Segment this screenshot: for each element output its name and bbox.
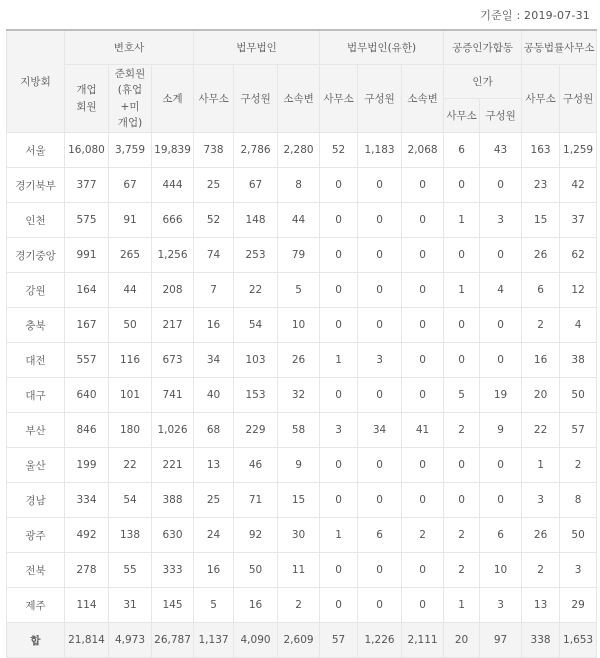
value-cell: 6 <box>358 518 402 553</box>
header-approval: 인가 <box>444 65 522 99</box>
value-cell: 0 <box>320 273 358 308</box>
value-cell: 0 <box>402 273 444 308</box>
value-cell: 221 <box>152 448 194 483</box>
header-ltd-member: 구성원 <box>358 65 402 133</box>
value-cell: 0 <box>320 448 358 483</box>
value-cell: 44 <box>109 273 152 308</box>
value-cell: 10 <box>480 553 522 588</box>
value-cell: 278 <box>65 553 109 588</box>
value-cell: 0 <box>402 448 444 483</box>
value-cell: 16 <box>194 308 234 343</box>
header-subtotal: 소계 <box>152 65 194 133</box>
value-cell: 492 <box>65 518 109 553</box>
region-cell: 경기중앙 <box>7 238 65 273</box>
value-cell: 5 <box>194 588 234 623</box>
value-cell: 57 <box>560 413 597 448</box>
value-cell: 1 <box>444 588 480 623</box>
value-cell: 163 <box>522 133 560 168</box>
value-cell: 52 <box>194 203 234 238</box>
total-value-cell: 1,653 <box>560 623 597 658</box>
value-cell: 180 <box>109 413 152 448</box>
value-cell: 2 <box>444 553 480 588</box>
value-cell: 846 <box>65 413 109 448</box>
value-cell: 0 <box>480 448 522 483</box>
total-value-cell: 57 <box>320 623 358 658</box>
value-cell: 2,786 <box>234 133 278 168</box>
table-row <box>7 203 597 238</box>
region-cell: 대구 <box>7 378 65 413</box>
value-cell: 0 <box>320 308 358 343</box>
value-cell: 2 <box>522 553 560 588</box>
total-value-cell: 4,090 <box>234 623 278 658</box>
value-cell: 1 <box>320 343 358 378</box>
total-value-cell: 338 <box>522 623 560 658</box>
total-value-cell: 21,814 <box>65 623 109 658</box>
value-cell: 42 <box>560 168 597 203</box>
value-cell: 22 <box>234 273 278 308</box>
value-cell: 26 <box>278 343 320 378</box>
value-cell: 26 <box>522 238 560 273</box>
header-law-firm-ltd: 법무법인(유한) <box>320 30 444 65</box>
header-joint-office-member: 구성원 <box>560 65 597 133</box>
value-cell: 9 <box>480 413 522 448</box>
region-cell: 서울 <box>7 133 65 168</box>
value-cell: 54 <box>234 308 278 343</box>
value-cell: 13 <box>194 448 234 483</box>
value-cell: 164 <box>65 273 109 308</box>
value-cell: 50 <box>109 308 152 343</box>
table-row <box>7 168 597 203</box>
value-cell: 16 <box>522 343 560 378</box>
value-cell: 7 <box>194 273 234 308</box>
region-cell: 충북 <box>7 308 65 343</box>
header-joint-office-office: 사무소 <box>522 65 560 133</box>
value-cell: 2 <box>560 448 597 483</box>
value-cell: 333 <box>152 553 194 588</box>
value-cell: 52 <box>320 133 358 168</box>
total-value-cell: 26,787 <box>152 623 194 658</box>
value-cell: 630 <box>152 518 194 553</box>
value-cell: 71 <box>234 483 278 518</box>
value-cell: 19,839 <box>152 133 194 168</box>
value-cell: 0 <box>320 203 358 238</box>
header-lawyers: 변호사 <box>65 30 194 65</box>
value-cell: 640 <box>65 378 109 413</box>
table-row <box>7 343 597 378</box>
header-assoc-line3: 개업) <box>117 116 143 129</box>
value-cell: 37 <box>560 203 597 238</box>
value-cell: 0 <box>402 588 444 623</box>
value-cell: 167 <box>65 308 109 343</box>
value-cell: 229 <box>234 413 278 448</box>
value-cell: 13 <box>522 588 560 623</box>
value-cell: 0 <box>444 343 480 378</box>
value-cell: 0 <box>402 203 444 238</box>
value-cell: 666 <box>152 203 194 238</box>
header-open-member-line1: 개업 <box>76 84 97 97</box>
value-cell: 253 <box>234 238 278 273</box>
value-cell: 0 <box>444 448 480 483</box>
value-cell: 0 <box>402 553 444 588</box>
value-cell: 2 <box>444 413 480 448</box>
value-cell: 16 <box>234 588 278 623</box>
value-cell: 0 <box>402 378 444 413</box>
value-cell: 0 <box>320 238 358 273</box>
value-cell: 377 <box>65 168 109 203</box>
value-cell: 20 <box>522 378 560 413</box>
value-cell: 25 <box>194 483 234 518</box>
value-cell: 1 <box>320 518 358 553</box>
value-cell: 0 <box>480 238 522 273</box>
header-law-firm: 법무법인 <box>194 30 320 65</box>
value-cell: 24 <box>194 518 234 553</box>
header-associate-member <box>109 65 152 133</box>
value-cell: 5 <box>278 273 320 308</box>
header-ltd-office: 사무소 <box>320 65 358 133</box>
value-cell: 10 <box>278 308 320 343</box>
value-cell: 16 <box>194 553 234 588</box>
value-cell: 6 <box>444 133 480 168</box>
table-row <box>7 238 597 273</box>
value-cell: 3 <box>358 343 402 378</box>
value-cell: 67 <box>109 168 152 203</box>
value-cell: 557 <box>65 343 109 378</box>
table-row <box>7 378 597 413</box>
value-cell: 4 <box>480 273 522 308</box>
value-cell: 22 <box>522 413 560 448</box>
value-cell: 0 <box>358 553 402 588</box>
value-cell: 0 <box>444 168 480 203</box>
value-cell: 32 <box>278 378 320 413</box>
value-cell: 1,256 <box>152 238 194 273</box>
value-cell: 0 <box>444 483 480 518</box>
header-open-member <box>65 65 109 133</box>
table-row <box>7 588 597 623</box>
region-cell: 제주 <box>7 588 65 623</box>
value-cell: 8 <box>560 483 597 518</box>
value-cell: 0 <box>480 483 522 518</box>
total-value-cell: 1,226 <box>358 623 402 658</box>
total-label-cell: 합 <box>7 623 65 658</box>
total-row <box>7 623 597 658</box>
value-cell: 12 <box>560 273 597 308</box>
value-cell: 3 <box>320 413 358 448</box>
value-cell: 46 <box>234 448 278 483</box>
value-cell: 44 <box>278 203 320 238</box>
header-assoc-line2: (휴업+미 <box>117 84 143 113</box>
value-cell: 19 <box>480 378 522 413</box>
value-cell: 15 <box>278 483 320 518</box>
value-cell: 114 <box>65 588 109 623</box>
value-cell: 74 <box>194 238 234 273</box>
value-cell: 0 <box>480 168 522 203</box>
value-cell: 0 <box>402 483 444 518</box>
value-cell: 444 <box>152 168 194 203</box>
value-cell: 79 <box>278 238 320 273</box>
table-row <box>7 308 597 343</box>
value-cell: 0 <box>444 238 480 273</box>
value-cell: 50 <box>560 518 597 553</box>
header-law-firm-member: 구성원 <box>234 65 278 133</box>
value-cell: 3 <box>480 203 522 238</box>
value-cell: 4 <box>560 308 597 343</box>
value-cell: 15 <box>522 203 560 238</box>
region-cell: 대전 <box>7 343 65 378</box>
value-cell: 34 <box>358 413 402 448</box>
value-cell: 16,080 <box>65 133 109 168</box>
value-cell: 0 <box>480 308 522 343</box>
value-cell: 145 <box>152 588 194 623</box>
region-cell: 인천 <box>7 203 65 238</box>
lawyer-statistics-table <box>6 29 597 658</box>
value-cell: 0 <box>402 343 444 378</box>
value-cell: 25 <box>194 168 234 203</box>
value-cell: 148 <box>234 203 278 238</box>
value-cell: 0 <box>320 378 358 413</box>
value-cell: 673 <box>152 343 194 378</box>
value-cell: 34 <box>194 343 234 378</box>
value-cell: 54 <box>109 483 152 518</box>
value-cell: 62 <box>560 238 597 273</box>
value-cell: 1,259 <box>560 133 597 168</box>
value-cell: 67 <box>234 168 278 203</box>
value-cell: 101 <box>109 378 152 413</box>
value-cell: 30 <box>278 518 320 553</box>
value-cell: 2 <box>402 518 444 553</box>
value-cell: 103 <box>234 343 278 378</box>
value-cell: 217 <box>152 308 194 343</box>
value-cell: 40 <box>194 378 234 413</box>
table-row <box>7 133 597 168</box>
value-cell: 3 <box>560 553 597 588</box>
header-law-firm-attached: 소속변 <box>278 65 320 133</box>
table-row <box>7 413 597 448</box>
value-cell: 0 <box>320 588 358 623</box>
table-body <box>7 133 597 623</box>
value-cell: 265 <box>109 238 152 273</box>
region-cell: 광주 <box>7 518 65 553</box>
value-cell: 50 <box>234 553 278 588</box>
value-cell: 2 <box>444 518 480 553</box>
value-cell: 199 <box>65 448 109 483</box>
value-cell: 1 <box>444 203 480 238</box>
value-cell: 58 <box>278 413 320 448</box>
value-cell: 29 <box>560 588 597 623</box>
table-row <box>7 553 597 588</box>
value-cell: 3 <box>480 588 522 623</box>
table-row <box>7 448 597 483</box>
value-cell: 1,026 <box>152 413 194 448</box>
value-cell: 138 <box>109 518 152 553</box>
value-cell: 738 <box>194 133 234 168</box>
header-region: 지방회 <box>7 30 65 133</box>
value-cell: 575 <box>65 203 109 238</box>
header-notary-member: 구성원 <box>480 99 522 133</box>
value-cell: 116 <box>109 343 152 378</box>
value-cell: 0 <box>320 553 358 588</box>
total-value-cell: 1,137 <box>194 623 234 658</box>
value-cell: 388 <box>152 483 194 518</box>
value-cell: 91 <box>109 203 152 238</box>
value-cell: 2 <box>522 308 560 343</box>
value-cell: 208 <box>152 273 194 308</box>
value-cell: 26 <box>522 518 560 553</box>
total-value-cell: 2,111 <box>402 623 444 658</box>
value-cell: 0 <box>358 448 402 483</box>
table-row <box>7 483 597 518</box>
header-notary-joint: 공증인가합동 <box>444 30 522 65</box>
value-cell: 0 <box>358 308 402 343</box>
value-cell: 2,280 <box>278 133 320 168</box>
total-value-cell: 2,609 <box>278 623 320 658</box>
header-open-member-line2: 회원 <box>76 100 97 113</box>
region-cell: 경남 <box>7 483 65 518</box>
value-cell: 50 <box>560 378 597 413</box>
value-cell: 5 <box>444 378 480 413</box>
value-cell: 22 <box>109 448 152 483</box>
value-cell: 0 <box>358 588 402 623</box>
value-cell: 991 <box>65 238 109 273</box>
value-cell: 8 <box>278 168 320 203</box>
total-value-cell: 4,973 <box>109 623 152 658</box>
header-joint-office: 공동법률사무소 <box>522 30 597 65</box>
value-cell: 11 <box>278 553 320 588</box>
header-law-firm-office: 사무소 <box>194 65 234 133</box>
value-cell: 0 <box>358 378 402 413</box>
value-cell: 0 <box>358 168 402 203</box>
value-cell: 2,068 <box>402 133 444 168</box>
value-cell: 334 <box>65 483 109 518</box>
value-cell: 3 <box>522 483 560 518</box>
region-cell: 부산 <box>7 413 65 448</box>
value-cell: 23 <box>522 168 560 203</box>
base-date: 기준일 : 2019-07-31 <box>480 9 590 22</box>
value-cell: 0 <box>402 168 444 203</box>
region-cell: 울산 <box>7 448 65 483</box>
value-cell: 0 <box>444 308 480 343</box>
region-cell: 전북 <box>7 553 65 588</box>
value-cell: 55 <box>109 553 152 588</box>
value-cell: 6 <box>480 518 522 553</box>
region-cell: 경기북부 <box>7 168 65 203</box>
value-cell: 1,183 <box>358 133 402 168</box>
value-cell: 0 <box>320 168 358 203</box>
header-assoc-line1: 준회원 <box>114 67 146 80</box>
value-cell: 1 <box>522 448 560 483</box>
value-cell: 1 <box>444 273 480 308</box>
header-notary-office: 사무소 <box>444 99 480 133</box>
value-cell: 68 <box>194 413 234 448</box>
value-cell: 41 <box>402 413 444 448</box>
value-cell: 0 <box>320 483 358 518</box>
value-cell: 3,759 <box>109 133 152 168</box>
value-cell: 92 <box>234 518 278 553</box>
header-ltd-attached: 소속변 <box>402 65 444 133</box>
value-cell: 31 <box>109 588 152 623</box>
region-cell: 강원 <box>7 273 65 308</box>
value-cell: 0 <box>402 308 444 343</box>
value-cell: 38 <box>560 343 597 378</box>
value-cell: 0 <box>358 238 402 273</box>
table-row <box>7 273 597 308</box>
value-cell: 0 <box>358 273 402 308</box>
value-cell: 2 <box>278 588 320 623</box>
value-cell: 741 <box>152 378 194 413</box>
value-cell: 6 <box>522 273 560 308</box>
value-cell: 153 <box>234 378 278 413</box>
total-value-cell: 97 <box>480 623 522 658</box>
value-cell: 0 <box>358 203 402 238</box>
value-cell: 0 <box>402 238 444 273</box>
table-row <box>7 518 597 553</box>
value-cell: 43 <box>480 133 522 168</box>
value-cell: 0 <box>358 483 402 518</box>
value-cell: 0 <box>480 343 522 378</box>
total-value-cell: 20 <box>444 623 480 658</box>
value-cell: 9 <box>278 448 320 483</box>
